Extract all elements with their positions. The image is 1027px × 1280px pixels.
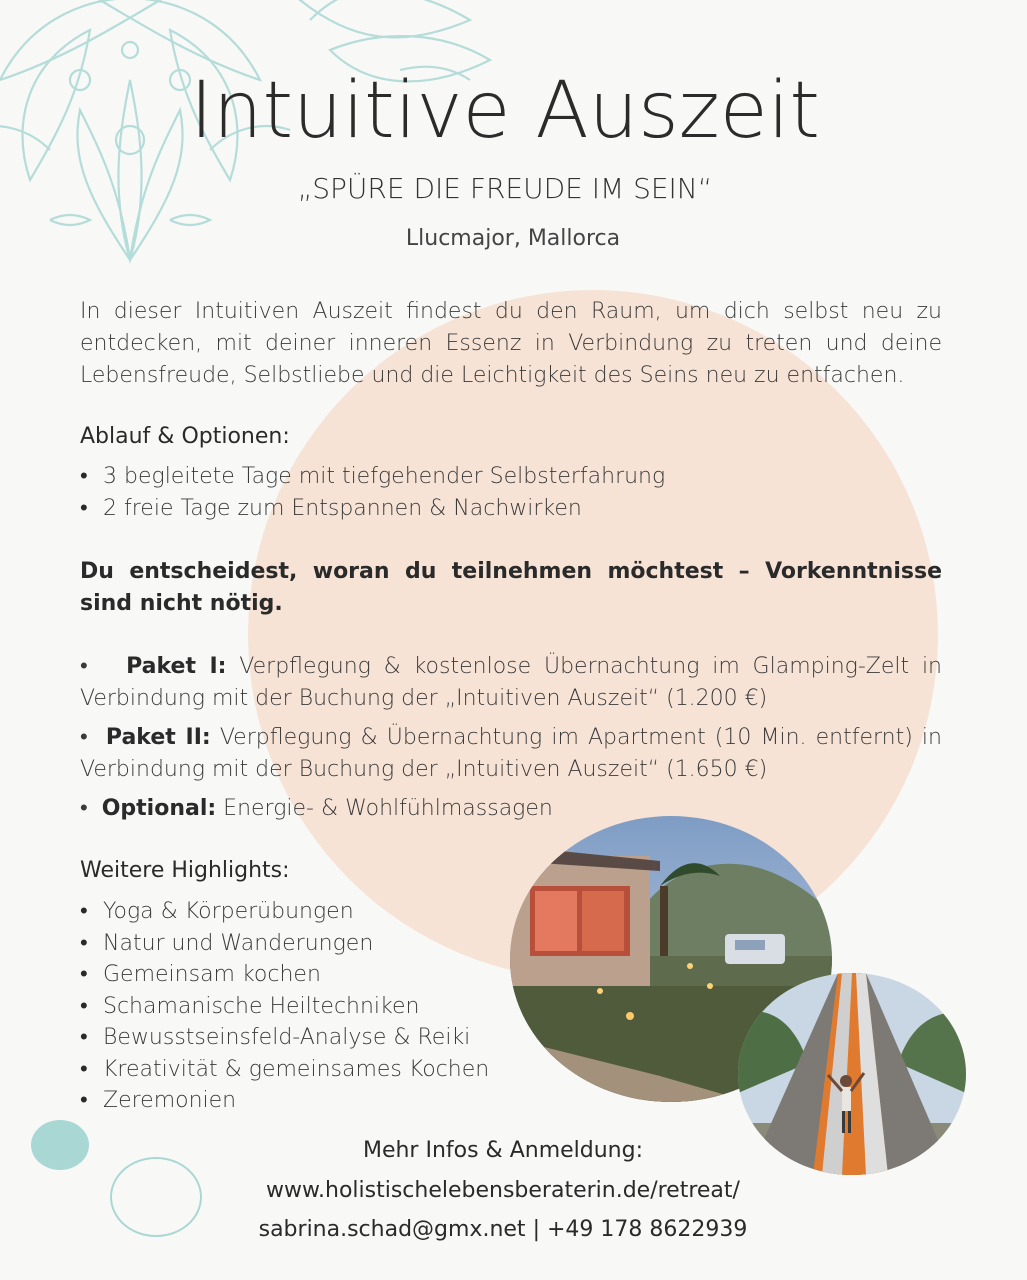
package-item-2	[80, 722, 942, 786]
separator: |	[532, 1217, 540, 1242]
package-label: Paket II:	[105, 725, 211, 750]
page-title: Intuitive Auszeit	[190, 66, 820, 156]
page-subtitle: „SPÜRE DIE FREUDE IM SEIN“	[297, 172, 713, 205]
list-item: • 3 begleitete Tage mit tiefgehender Selbsterfahrung	[80, 461, 665, 493]
footer-website-link[interactable]: www.holistischelebensberaterin.de/retreat/	[266, 1178, 740, 1203]
ablauf-list	[80, 461, 665, 524]
list-item: • Bewusstseinsfeld-Analyse & Reiki	[80, 1022, 489, 1054]
intro-paragraph: In dieser Intuitiven Auszeit findest du den Raum, um dich selbst neu zu entdecken, mit deiner inneren Essenz in Verbindung zu treten und deine Lebensfreude, Selbstliebe und die Leichtigkeit des Seins neu zu entfachen.	[80, 299, 942, 388]
bullet-icon: •	[80, 796, 95, 821]
list-item: • Kreativität & gemeinsames Kochen	[80, 1054, 489, 1086]
location-text: Llucmajor, Mallorca	[405, 226, 621, 251]
highlights-list	[80, 896, 489, 1117]
mint-ring	[110, 1157, 202, 1237]
package-item-1	[80, 651, 942, 715]
decision-statement: Du entscheidest, woran du teilnehmen möchtest – Vorkenntnisse sind nicht nötig.	[80, 559, 942, 616]
footer-heading: Mehr Infos & Anmeldung:	[362, 1138, 644, 1163]
package-text: Verpflegung & Übernachtung im Apartment (10 Min. entfernt) in Verbindung mit der Buchung der „Intuitiven Auszeit“ (1.650 €)	[80, 725, 942, 782]
package-item-optional	[80, 793, 942, 825]
bullet-icon: •	[80, 725, 97, 750]
package-label: Paket I:	[126, 654, 227, 679]
footer-contact	[200, 1217, 806, 1242]
package-label: Optional:	[101, 796, 217, 821]
list-item: • Zeremonien	[80, 1085, 489, 1117]
phone-number[interactable]: +49 178 8622939	[546, 1217, 748, 1242]
list-item: • Gemeinsam kochen	[80, 959, 489, 991]
package-text: Verpflegung & kostenlose Übernachtung im Glamping-Zelt in Verbindung mit der Buchung der „Intuitiven Auszeit“ (1.200 €)	[80, 654, 942, 711]
mint-dot	[31, 1120, 89, 1170]
bullet-icon: •	[80, 654, 114, 679]
package-text: Energie- & Wohlfühlmassagen	[223, 796, 553, 821]
email-link[interactable]: sabrina.schad@gmx.net	[258, 1217, 526, 1242]
list-item: • 2 freie Tage zum Entspannen & Nachwirken	[80, 493, 665, 525]
ablauf-heading: Ablauf & Optionen:	[80, 424, 290, 449]
highlights-heading: Weitere Highlights:	[80, 858, 290, 883]
list-item: • Schamanische Heiltechniken	[80, 991, 489, 1023]
list-item: • Yoga & Körperübungen	[80, 896, 489, 928]
list-item: • Natur und Wanderungen	[80, 928, 489, 960]
